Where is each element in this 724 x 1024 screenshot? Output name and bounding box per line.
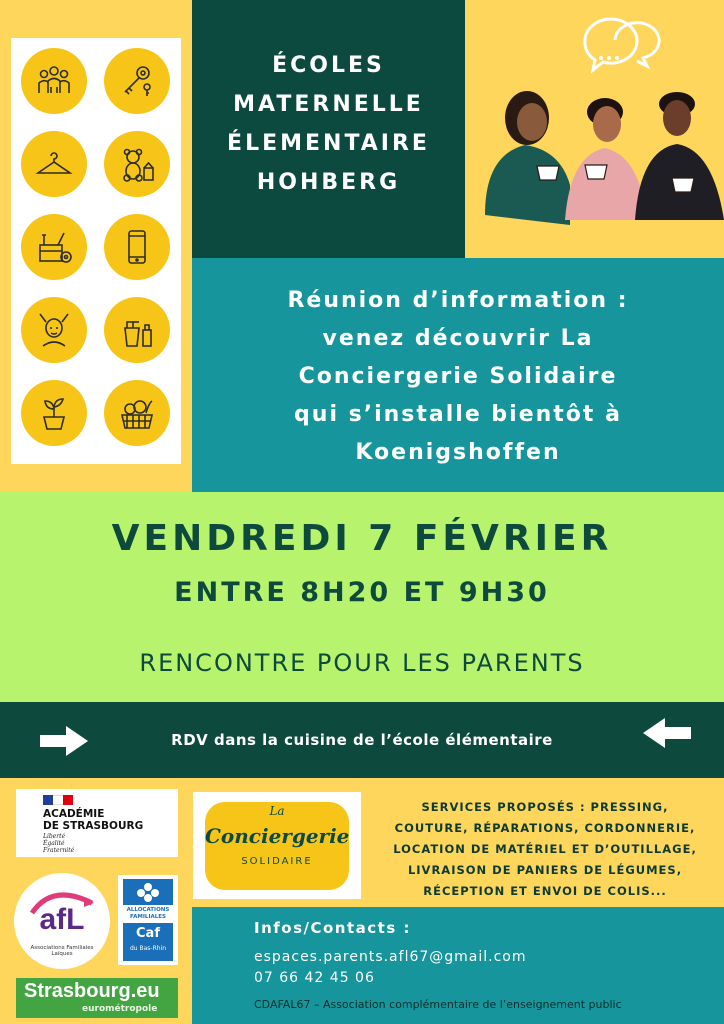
footer-association: CDAFAL67 – Association complémentaire de l’enseignement public (254, 998, 622, 1011)
announcement-line-1: Réunion d’information : (287, 288, 629, 313)
announcement-panel (192, 258, 724, 492)
rdv-band (0, 702, 724, 778)
event-date: VENDREDI 7 FÉVRIER (111, 518, 613, 559)
event-time: ENTRE 8H20 ET 9H30 (174, 577, 550, 608)
services-line-4: LIVRAISON DE PANIERS DE LÉGUMES, (407, 863, 683, 877)
contacts-panel (192, 907, 724, 1024)
services-line-2: COUTURE, RÉPARATIONS, CORDONNERIE, (394, 821, 696, 835)
announcement-line-5: Koenigshoffen (355, 440, 561, 465)
contact-phone[interactable]: 07 66 42 45 06 (254, 970, 375, 986)
announcement-line-2: venez découvrir La (322, 326, 594, 351)
event-audience: RENCONTRE POUR LES PARENTS (139, 649, 585, 677)
teddy-bear-icon (104, 131, 170, 197)
keys-icon (104, 48, 170, 114)
hanger-icon (21, 131, 87, 197)
arrow-left-icon (641, 716, 693, 750)
seedling-pot-icon (21, 380, 87, 446)
toolbox-icon (21, 214, 87, 280)
academie-strasbourg-logo: ACADÉMIE DE STRASBOURG Liberté Égalité Fraternité (16, 789, 178, 857)
services-line-5: RÉCEPTION ET ENVOI DE COLIS... (423, 884, 667, 898)
face-spa-icon (21, 297, 87, 363)
announcement-line-3: Conciergerie Solidaire (298, 364, 618, 389)
vegetable-basket-icon (104, 380, 170, 446)
rdv-text: RDV dans la cuisine de l’école élémentaire (171, 731, 553, 749)
smartphone-icon (104, 214, 170, 280)
title-line-3: ÉLEMENTAIRE (227, 131, 430, 156)
services-list (380, 797, 710, 902)
caf-logo: ALLOCATIONS FAMILIALES Caf du Bas-Rhin (118, 875, 178, 965)
three-parents-coffee-illustration (465, 0, 724, 258)
contacts-heading: Infos/Contacts : (254, 919, 411, 937)
afl-logo: afL Associations Familiales Laïques (14, 873, 110, 969)
title-line-2: MATERNELLE (233, 92, 424, 117)
contact-email-link[interactable]: espaces.parents.afl67@gmail.com (254, 949, 527, 965)
conciergerie-solidaire-logo: La Conciergerie SOLIDAIRE (193, 792, 361, 899)
parents-illustration (465, 0, 724, 258)
caf-flower-icon (135, 881, 161, 903)
school-title-panel (192, 0, 465, 258)
people-group-icon (21, 48, 87, 114)
announcement-line-4: qui s’installe bientôt à (294, 402, 622, 427)
services-line-1: SERVICES PROPOSÉS : PRESSING, (421, 800, 669, 814)
event-band (0, 492, 724, 702)
services-line-3: LOCATION DE MATÉRIEL ET D’OUTILLAGE, (393, 842, 697, 856)
cleaning-supplies-icon (104, 297, 170, 363)
title-line-4: HOHBERG (256, 170, 401, 195)
services-icon-grid (11, 38, 181, 464)
title-line-1: ÉCOLES (272, 53, 385, 78)
strasbourg-eu-logo: Strasbourg.eu eurométropole (16, 978, 178, 1018)
